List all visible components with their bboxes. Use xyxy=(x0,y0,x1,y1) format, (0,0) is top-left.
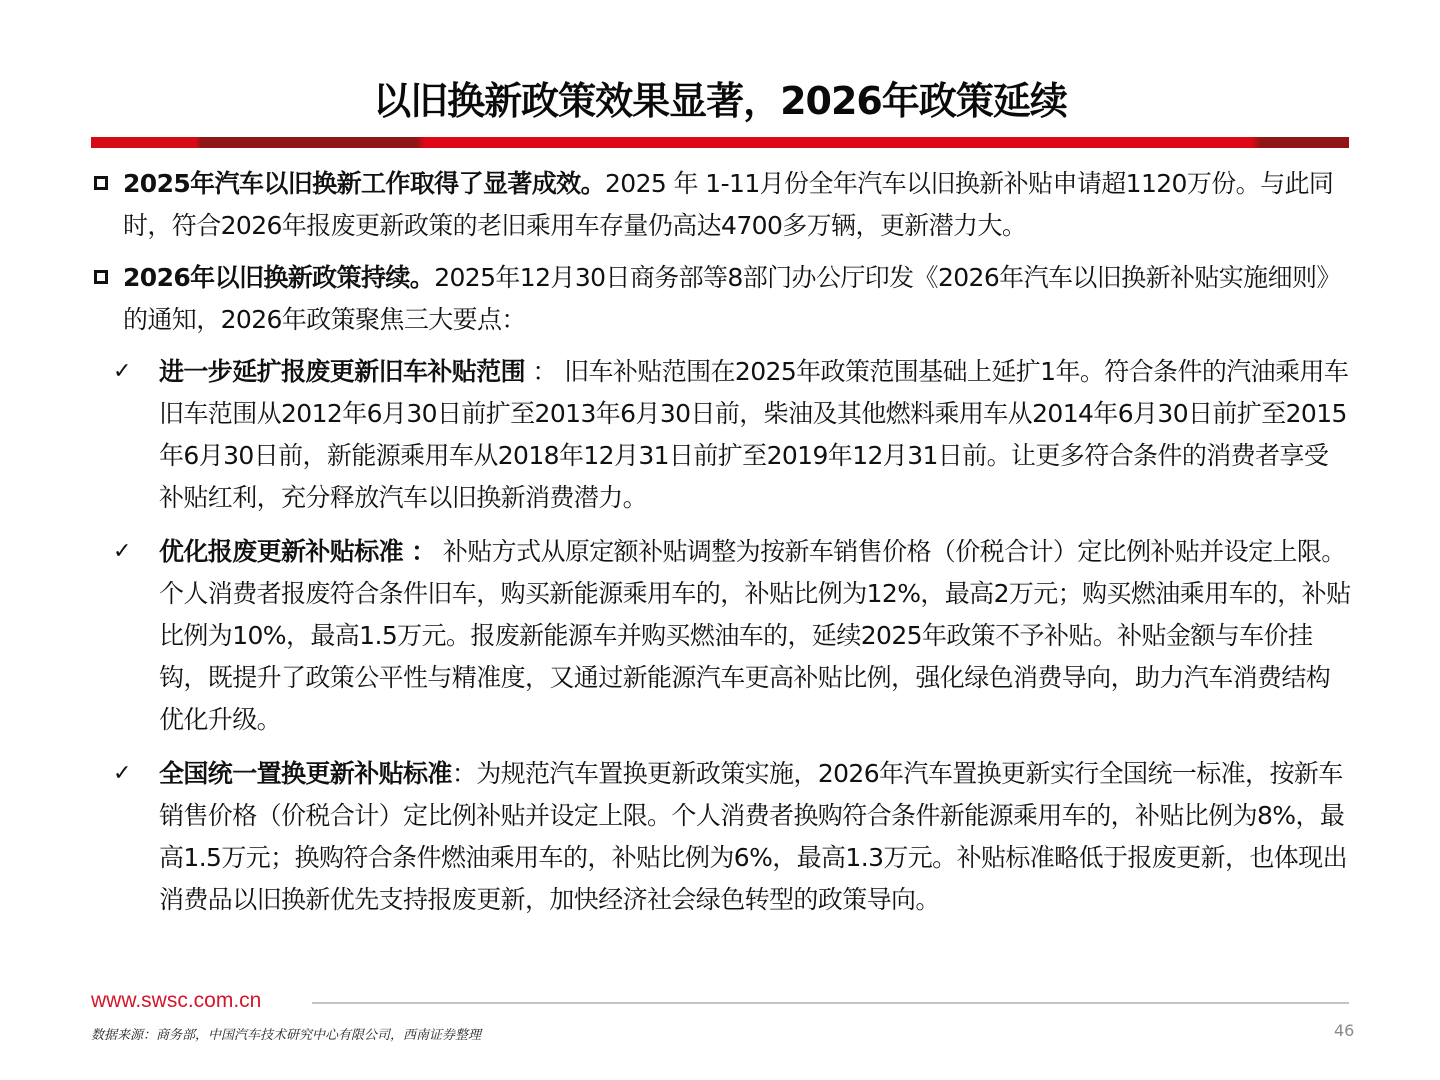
bullet-text: 2025 年 1-11月份全年汽车以旧换新补贴申请超1120万份。与此同时，符合2026年报废更新政策的老旧乘用车存量仍高达4700多万辆，更新潜力大。 xyxy=(123,169,1334,240)
bullet-heading: 2026年以旧换新政策持续。 xyxy=(123,263,435,292)
sub-point xyxy=(113,531,1360,741)
checkmark-icon: ✓ xyxy=(113,539,131,564)
bullet-text: 2025年12月30日商务部等8部门办公厅印发《2026年汽车以旧换新补贴实施细则》的通知，2026年政策聚焦三大要点： xyxy=(123,263,1341,334)
square-bullet-icon xyxy=(94,270,108,284)
sub-point-heading: 优化报废更新补贴标准 ： xyxy=(159,537,436,566)
sub-point xyxy=(113,351,1360,519)
sub-point-text: 为规范汽车置换更新政策实施，2026年汽车置换更新实行全国统一标准，按新车销售价格（价税合计）定比例补贴并设定上限。个人消费者换购符合条件新能源乘用车的，补贴比例为8%，最高1.5万元；换购符合条件燃油乘用车的，补贴比例为6%，最高1.3万元。补贴标准略低于报废更新，也体现出消费品以旧换新优先支持报废更新，加快经济社会绿色转型的政策导向。 xyxy=(159,759,1347,914)
checkmark-icon: ✓ xyxy=(113,761,131,786)
square-bullet-icon xyxy=(94,176,108,190)
sub-point-text: 旧车补贴范围在2025年政策范围基础上延扩1年。符合条件的汽油乘用车旧车范围从2012年6月30日前扩至2013年6月30日前，柴油及其他燃料乘用车从2014年6月30日前扩至2015年6月30日前，新能源乘用车从2018年12月31日前扩至2019年12月31日前。让更多符合条件的消费者享受补贴红利，充分释放汽车以旧换新消费潜力。 xyxy=(159,357,1349,512)
title-divider-bar xyxy=(91,137,1349,148)
sub-point-heading: 进一步延扩报废更新旧车补贴范围 xyxy=(159,357,526,386)
footer-divider xyxy=(312,1002,1349,1004)
bullet-heading: 2025年汽车以旧换新工作取得了显著成效。 xyxy=(123,169,605,198)
page-title: 以旧换新政策效果显著，2026年政策延续 xyxy=(373,79,1067,123)
footer-website-link[interactable]: www.swsc.com.cn xyxy=(91,989,262,1012)
sub-point-text: 补贴方式从原定额补贴调整为按新车销售价格（价税合计）定比例补贴并设定上限。个人消费者报废符合条件旧车，购买新能源乘用车的，补贴比例为12%，最高2万元；购买燃油乘用车的，补贴比例为10%，最高1.5万元。报废新能源车并购买燃油车的，延续2025年政策不予补贴。补贴金额与车价挂钩，既提升了政策公平性与精准度，又通过新能源汽车更高补贴比例，强化绿色消费导向，助力汽车消费结构优化升级。 xyxy=(159,537,1351,734)
page-number: 46 xyxy=(1334,1021,1355,1040)
checkmark-icon: ✓ xyxy=(113,359,131,384)
sub-point-heading: 全国统一置换更新补贴标准 xyxy=(159,759,452,788)
sub-point-separator: ： xyxy=(451,759,477,788)
sub-point xyxy=(113,753,1360,921)
bullet-item xyxy=(92,163,1360,247)
sub-point-separator xyxy=(436,537,443,566)
slide-content xyxy=(92,163,1360,933)
bullet-item xyxy=(92,257,1360,341)
data-source-note: 数据来源：商务部，中国汽车技术研究中心有限公司，西南证券整理 xyxy=(91,1028,482,1043)
sub-point-separator: ： xyxy=(525,357,565,386)
